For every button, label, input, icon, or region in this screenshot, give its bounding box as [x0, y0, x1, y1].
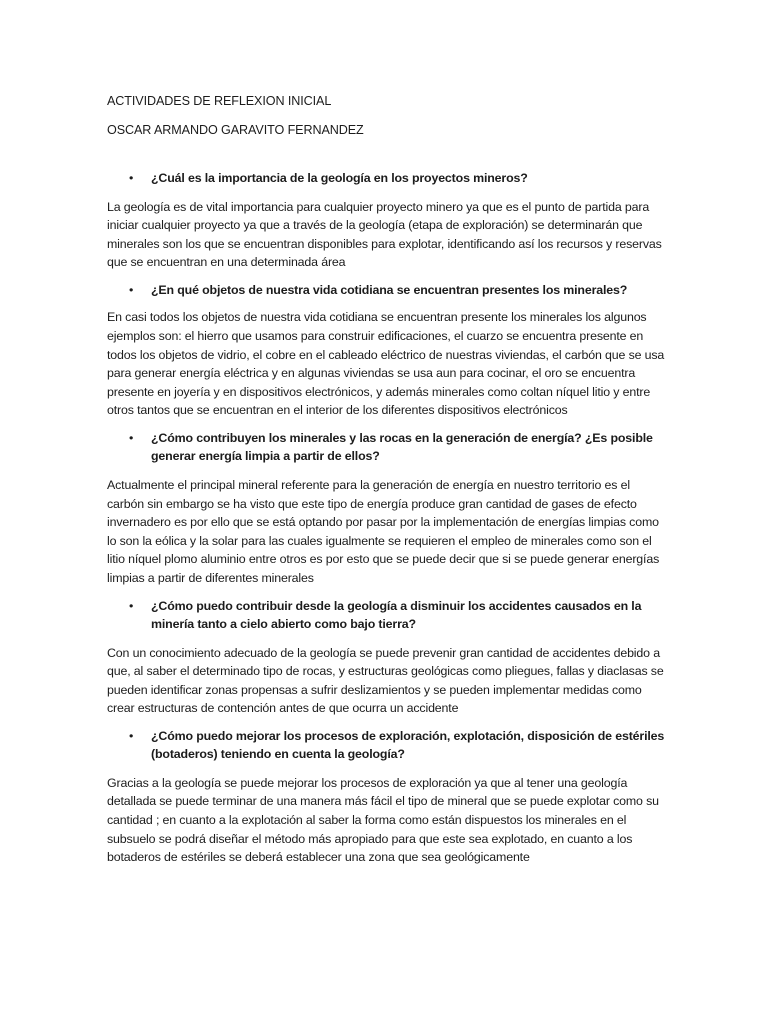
question-4	[107, 597, 667, 634]
bullet-point: •	[129, 171, 134, 185]
question-1	[107, 169, 667, 188]
bullet-point: •	[129, 598, 134, 613]
question-5	[107, 727, 667, 764]
bullet-point: •	[129, 728, 134, 743]
question-3	[107, 429, 667, 466]
document-author: OSCAR ARMANDO GARAVITO FERNANDEZ	[107, 123, 364, 137]
question-text: ¿Cuál es la importancia de la geología en los proyectos mineros?	[151, 171, 528, 185]
question-text: ¿Cómo contribuyen los minerales y las rocas en la generación de energía? ¿Es posible generar energía limpia a partir de ellos?	[151, 430, 653, 464]
question-text: ¿En qué objetos de nuestra vida cotidiana se encuentran presentes los minerales?	[151, 282, 628, 297]
answer-2: En casi todos los objetos de nuestra vida cotidiana se encuentran presente los minerales los algunos ejemplos son: el hierro que usamos para construir edificaciones, el cuarzo se encuentra presente en todos los objetos de vidrio, el cobre en el cableado eléctrico de nuestras viviendas, el carbón que se usa para generar energía eléctrica y en algunas viviendas se usa aun para cocinar, el oro se encuentra presente en joyería y en dispositivos electrónicos, y además minerales como coltan níquel litio y entre otros tantos que se encuentran en el interior de los diferentes dispositivos electrónicos	[107, 310, 665, 418]
question-text: ¿Cómo puedo contribuir desde la geología a disminuir los accidentes causados en la minería tanto a cielo abierto como bajo tierra?	[151, 598, 642, 631]
question-2	[107, 281, 667, 300]
document-title: ACTIVIDADES DE REFLEXION INICIAL	[107, 94, 332, 108]
answer-5: Gracias a la geología se puede mejorar los procesos de exploración ya que al tener una geología detallada se puede terminar de una manera más fácil el tipo de mineral que se puede explotar como su cantidad ; en cuanto a la explotación al saber la forma como están dispuestos los minerales en el subsuelo se podrá diseñar el método más apropiado para que este sea explotado, en cuanto a los botaderos de estériles se deberá establecer una zona que sea geológicamente	[107, 775, 659, 865]
bullet-point: •	[129, 282, 134, 297]
answer-1: La geología es de vital importancia para cualquier proyecto minero ya que es el punto de partida para iniciar cualquier proyecto ya que a través de la geología (etapa de exploración) se determinarán que minerales son los que se encuentran disponibles para explotar, identificando así los recursos y reservas que se encuentran en una determinada área	[107, 199, 662, 270]
answer-4: Con un conocimiento adecuado de la geología se puede prevenir gran cantidad de accidentes debido a que, al saber el determinado tipo de rocas, y estructuras geológicas como pliegues, fallas y diaclasas se pueden identificar zonas propensas a sufrir deslizamientos y se pueden implementar medidas como crear estructuras de contención antes de que ocurra un accidente	[107, 645, 664, 716]
question-text: ¿Cómo puedo mejorar los procesos de exploración, explotación, disposición de estériles (botaderos) teniendo en cuenta la geología?	[151, 728, 665, 762]
document-page	[107, 93, 667, 867]
answer-3: Actualmente el principal mineral referente para la generación de energía en nuestro territorio es el carbón sin embargo se ha visto que este tipo de energía produce gran cantidad de gases de efecto invernadero es por ello que se está optando por pasar por la implementación de energías limpias como lo son la eólica y la solar para las cuales igualmente se requieren el empleo de minerales como son el litio níquel plomo aluminio entre otros es por esto que se puede decir que si se puede generar energías limpias a partir de diferentes minerales	[107, 477, 660, 585]
bullet-point: •	[129, 430, 134, 445]
